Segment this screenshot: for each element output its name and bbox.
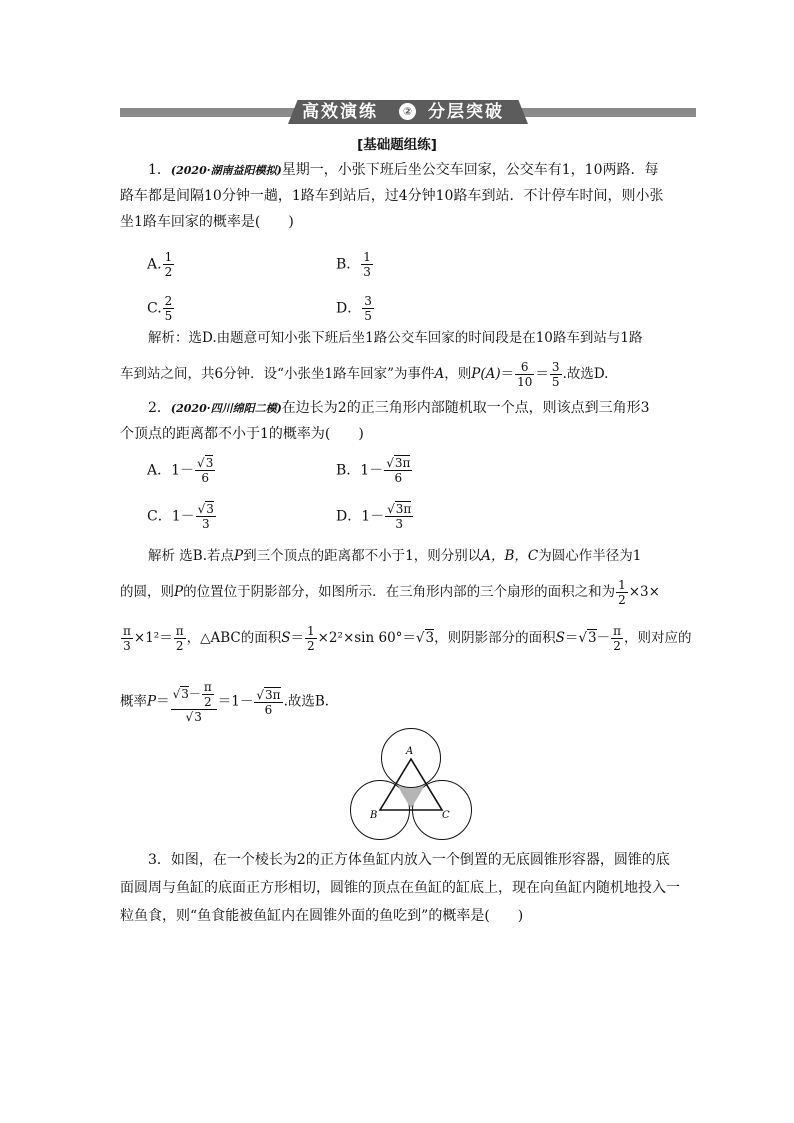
frac-den: 3: [363, 265, 371, 279]
text: ＝: [535, 366, 549, 382]
text: 车到站之间，共6分钟．设“小张坐1路车回家”为事件: [120, 366, 435, 382]
text: ×3×: [628, 584, 660, 600]
sqrt-value: 3: [587, 630, 597, 646]
label-c: C: [442, 810, 450, 821]
q2-option-a-label: A．1－: [147, 462, 195, 479]
q1-option-d-label: D．: [336, 300, 362, 317]
q1-line3: 坐1路车回家的概率是( ): [120, 214, 294, 230]
frac-num: 1: [306, 624, 315, 638]
text: A，B，C: [481, 548, 539, 564]
sqrt-value: 3: [205, 456, 214, 470]
label-a: A: [406, 746, 414, 757]
text: ，则阴影部分的面积: [434, 630, 556, 646]
section-banner: [120, 100, 696, 126]
frac-num: 1: [363, 250, 371, 264]
frac-num: π: [123, 624, 131, 638]
q2-option-b-frac: [384, 456, 412, 485]
q2-option-c-label: C．1－: [147, 508, 195, 525]
sqrt-value: 3: [181, 687, 189, 701]
frac-num: 3: [551, 360, 560, 374]
frac-den: 3: [201, 517, 210, 531]
q1-option-c: [147, 294, 175, 323]
text: A: [434, 366, 445, 382]
frac-num: [171, 680, 217, 710]
frac: [174, 624, 186, 653]
q3-line3: 粒鱼食，则“鱼食能被鱼缸内在圆锥外面的鱼吃到”的概率是( ): [120, 908, 524, 924]
frac-den: 6: [394, 471, 403, 485]
sqrt-sign: √: [578, 630, 587, 646]
frac-den: 2: [618, 593, 626, 607]
frac: [305, 624, 317, 653]
q2-option-d: [336, 502, 414, 531]
frac: [121, 624, 133, 653]
sqrt-value: 3π: [395, 502, 412, 516]
frac-num: 3: [364, 294, 372, 308]
text: P: [234, 548, 244, 564]
q3-line1: 3．如图，在一个棱长为2的正方体鱼缸内放入一个倒置的无底圆锥形容器，圆锥的底: [148, 852, 670, 868]
q2-option-c: [147, 502, 217, 531]
q1-option-a-frac: [163, 250, 175, 279]
q1-line2: 路车都是间隔10分钟一趟，1路车到站后，过4分钟10路车到站．不计停车时间，则小张: [120, 188, 664, 204]
frac-den: 6: [264, 702, 273, 717]
q1-source: (2020·湖南益阳模拟): [170, 164, 282, 177]
text: 概率: [120, 693, 147, 710]
text: ＝: [290, 630, 304, 646]
frac-num: 1: [164, 250, 173, 264]
text: ×2²×sin 60°＝: [317, 630, 416, 646]
frac: [611, 624, 623, 653]
q1-option-a: [147, 250, 175, 279]
banner-left-text: 高效演练: [302, 102, 378, 122]
frac: [616, 578, 628, 607]
sqrt-value: 3π: [265, 687, 281, 702]
frac: [202, 680, 214, 709]
q2-text: 在边长为2的正三角形内部随机取一个点，则该点到三角形3: [281, 400, 650, 416]
text: P: [174, 584, 184, 600]
q2-option-a: [147, 456, 216, 485]
frac-num: [254, 688, 282, 703]
sqrt-sign: √: [172, 687, 181, 701]
frac-den: 3: [395, 517, 404, 531]
q2-line2: 个顶点的距离都不小于1的概率为( ): [120, 426, 364, 442]
section-title: [基础题组练]: [357, 137, 437, 153]
q2-option-d-frac: [385, 502, 413, 531]
q2-solution-line2: [120, 578, 660, 607]
text: S: [281, 630, 291, 646]
text: .故选B.: [283, 693, 330, 710]
frac-den: 2: [306, 639, 315, 653]
sqrt-value: 3: [206, 502, 214, 516]
text: ，则对应的: [623, 630, 692, 646]
text: ×1²＝: [133, 630, 173, 646]
sqrt-value: 3: [194, 710, 202, 724]
sqrt-value: 3π: [394, 456, 411, 470]
frac-num: 6: [515, 360, 534, 375]
frac-den: 6: [201, 471, 209, 485]
text: 到三个顶点的距离都不小于1，则分别以: [243, 548, 482, 564]
text: 解析 选B.若点: [148, 548, 235, 564]
compound-frac: [171, 680, 217, 724]
frac-num: 1: [618, 578, 626, 592]
text: P(A): [471, 366, 501, 382]
frac-den: [171, 710, 217, 724]
q2-option-a-frac: [195, 456, 215, 485]
frac-den: 5: [364, 309, 372, 323]
q2-solution-line4: [120, 680, 329, 724]
frac-den: 5: [551, 375, 560, 389]
frac-num: [195, 456, 215, 471]
sqrt-sign: √: [197, 502, 206, 516]
text: ＝: [500, 366, 515, 382]
frac-den: 2: [175, 639, 184, 653]
three-circles-figure: [346, 726, 476, 844]
q1-solution-frac1: [515, 360, 534, 389]
text: －: [188, 687, 201, 701]
text: ，△ABC的面积: [186, 630, 282, 646]
text: P: [147, 693, 157, 710]
q2-number: 2．: [148, 400, 171, 416]
sqrt-value: 3: [425, 630, 435, 646]
frac-den: 10: [517, 375, 533, 389]
banner-right-text: 分层突破: [428, 102, 504, 122]
q1-solution-frac2: [550, 360, 562, 389]
sqrt-sign: √: [197, 456, 205, 470]
q1-option-d-frac: [362, 294, 374, 323]
label-b: B: [370, 810, 378, 821]
q2-line1: [148, 398, 650, 419]
q1-option-b-frac: [361, 250, 373, 279]
q1-option-d: [336, 294, 375, 323]
frac-num: 2: [164, 294, 173, 308]
sqrt-sign: √: [185, 710, 194, 724]
frac-num: [384, 456, 412, 471]
shaded-region: [397, 785, 425, 809]
sqrt-sign: √: [415, 630, 425, 646]
banner-number-badge: ②: [399, 103, 416, 120]
frac-num: π: [613, 624, 621, 638]
q1-option-c-frac: [163, 294, 175, 323]
frac-num: π: [203, 680, 212, 694]
q1-number: 1．: [148, 162, 171, 178]
q1-line1: [148, 160, 659, 181]
text: .故选D.: [562, 366, 609, 382]
q2-source: (2020·四川绵阳二模): [170, 402, 282, 415]
q2-option-c-frac: [196, 502, 216, 531]
q1-solution-line1: 解析：选D.由题意可知小张下班后坐1路公交车回家的时间段是在10路车到站与1路: [148, 330, 643, 346]
frac-den: 5: [164, 309, 173, 323]
frac-den: 3: [123, 639, 131, 653]
frac: [254, 688, 282, 717]
q1-option-b: [336, 250, 374, 279]
text: 的位置位于阴影部分，如图所示．在三角形内部的三个扇形的面积之和为: [183, 584, 616, 600]
frac-num: [385, 502, 413, 517]
frac-num: π: [175, 624, 184, 638]
text: 为圆心作半径为1: [538, 548, 642, 564]
sqrt-sign: √: [256, 687, 265, 702]
q2-option-d-label: D．1－: [336, 508, 385, 525]
text: S: [555, 630, 565, 646]
frac-den: 2: [204, 695, 212, 709]
q1-option-a-label: A.: [147, 256, 162, 273]
frac-den: 2: [613, 639, 621, 653]
text: ＝: [564, 630, 579, 646]
text: 的圆，则: [120, 584, 174, 600]
q2-option-b-label: B．1－: [336, 462, 384, 479]
text: ，则: [444, 366, 472, 382]
q2-solution-line3: [120, 624, 691, 653]
sqrt-sign: √: [386, 456, 394, 470]
q1-text: 星期一，小张下班后坐公交车回家，公交车有1，10两路．每: [281, 162, 659, 178]
text: －: [596, 630, 611, 646]
text: ＝: [156, 693, 170, 710]
q3-line2: 面圆周与鱼缸的底面正方形相切，圆锥的顶点在鱼缸的缸底上，现在向鱼缸内随机地投入一: [120, 880, 680, 896]
q2-solution-line1: [148, 546, 641, 566]
q1-option-c-label: C.: [147, 300, 162, 317]
frac-num: [196, 502, 216, 517]
q1-solution-line2: [120, 360, 608, 389]
text: ＝1－: [217, 693, 254, 710]
q1-option-b-label: B．: [336, 256, 361, 273]
q2-option-b: [336, 456, 413, 485]
sqrt-sign: √: [387, 502, 395, 516]
frac-den: 2: [164, 265, 173, 279]
